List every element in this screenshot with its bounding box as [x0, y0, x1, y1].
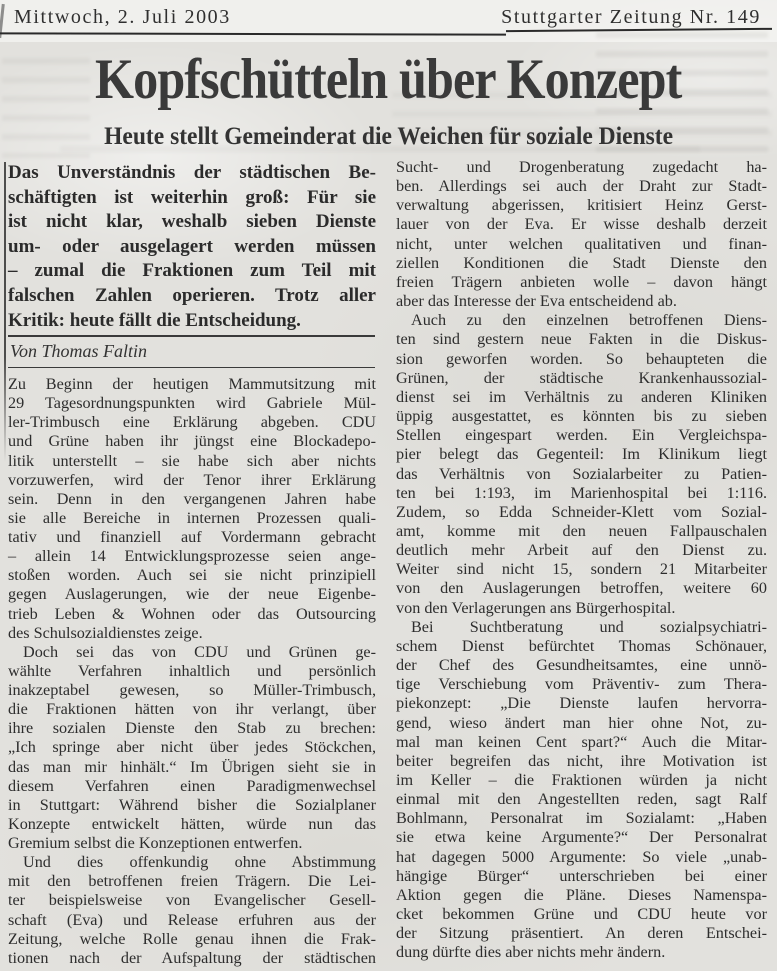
text-line: ist nicht klar, weshalb sieben Dienste — [8, 211, 376, 233]
text-line: tionen nach der Aufspaltung der städtischen — [8, 948, 376, 967]
text-line: schaft (Eva) und Release erfuhren aus der — [8, 910, 376, 929]
text-line: Stellen eingespart werden. Ein Vergleichspa- — [396, 426, 767, 445]
text-line: das Verhältnis von Sozialarbeiter zu Patien- — [396, 464, 767, 483]
lead-paragraph — [8, 161, 376, 333]
text-line: um- oder ausgelagert werden müssen — [8, 235, 376, 257]
scan-edge-artifact — [4, 162, 6, 462]
text-line: von den Verlagerungen ans Bürgerhospital. — [396, 598, 676, 617]
text-line: sie etwa keine Argumente?“ Der Personalrat — [396, 828, 767, 847]
article-subhead — [0, 121, 777, 153]
text-line: – zumal die Fraktionen zum Teil mit — [8, 260, 376, 282]
text-line: falschen Zahlen operieren. Trotz aller — [8, 284, 376, 306]
text-line: 29 Tagesordnungspunkten wird Gabriele Mül- — [8, 394, 376, 413]
text-line: und Grüne haben ihr jüngst eine Blockadepo- — [8, 432, 376, 451]
text-line: mit den betroffenen freien Trägern. Die Lei- — [8, 872, 376, 891]
paper-name-issue-number: Stuttgarter Zeitung Nr. 149 — [501, 6, 761, 28]
text-line: der Sitzung präsentiert. An deren Entschei- — [396, 924, 767, 943]
subhead-text: Heute stellt Gemeinderat die Weichen für soziale Dienste — [104, 123, 673, 150]
text-line: tativ und finanziell auf Vordermann gebracht — [8, 528, 376, 546]
text-line: hat dagegen 5000 Argumente: So viele „unab- — [396, 847, 767, 866]
text-line: deutlich mehr Arbeit auf den Dienst zu. — [396, 541, 767, 560]
text-line: Bohlmann, Personalrat im Sozialamt: „Haben — [396, 809, 767, 828]
text-line: stoßen worden. Auch sei sie nicht prinzipiell — [8, 566, 376, 585]
text-line: Sucht- und Drogenberatung zugedacht ha- — [396, 158, 767, 176]
text-line: aber das Interesse der Eva entscheidend ab. — [396, 292, 677, 311]
text-line: das man mir hinhält.“ Im Übrigen sieht sie in — [8, 757, 376, 776]
text-line: gegen Auslagerungen, wie der neue Eigenbe- — [8, 585, 376, 604]
text-line: wählte Verfahren inhaltlich und persönlich — [8, 661, 376, 680]
text-line: pier belegt das Gegenteil: Im Klinikum liegt — [396, 445, 767, 464]
byline: Von Thomas Faltin — [10, 340, 148, 361]
text-line: sie alle Bereiche in internen Prozessen quali- — [8, 508, 376, 527]
text-line: lauer von der Eva. Er wisse deshalb derzeit — [396, 215, 767, 234]
text-line: der Chef des Gesundheitsamtes, eine unnö- — [396, 656, 767, 675]
text-line: „Ich springe aber nicht über jedes Stöckchen, — [8, 738, 376, 757]
text-line: ziellen Konditionen die Stadt Dienste den — [396, 253, 767, 272]
text-line: ten bei 1:193, im Marienhospital bei 1:116. — [396, 483, 767, 502]
article-left-column — [8, 375, 376, 968]
text-line: Zeitung, welche Rolle genau ihnen die Frak- — [8, 929, 376, 948]
text-line: üppig ausgestattet, es könnten bis zu sieben — [396, 407, 767, 426]
text-line: dienst sei im Verhältnis zu anderen Kliniken — [396, 387, 767, 406]
text-line: piekonzept: „Die Dienste laufen hervorra- — [396, 694, 767, 713]
text-line: trieb Leben & Wohnen oder das Outsourcing — [8, 604, 376, 623]
text-line: inakzeptabel gewesen, so Müller-Trimbusch, — [8, 681, 376, 699]
text-line: ten sind gestern neue Fakten in die Diskus- — [396, 330, 767, 349]
text-line: im Keller – die Fraktionen würden ja nicht — [396, 771, 767, 789]
text-line: freien Trägern anbieten wolle – davon hängt — [396, 272, 767, 291]
text-line: in Stuttgart: Während bisher die Sozialplaner — [8, 795, 376, 814]
text-line: diesem Verfahren einen Paradigmenwechsel — [8, 776, 376, 795]
text-line: verwaltung abgerissen, kritisiert Heinz Gerst- — [396, 196, 767, 215]
text-line: schem Dienst befürchtet Thomas Schönauer, — [396, 636, 767, 655]
text-line: tige Verschiebung vom Präventiv- zum Thera- — [396, 675, 767, 694]
text-line: Auch zu den einzelnen betroffenen Diens- — [411, 311, 767, 330]
text-line: ihre sozialen Dienste den Stab zu brechen: — [8, 719, 376, 738]
headline-text: Kopfschütteln über Konzept — [95, 48, 682, 111]
text-line: amt, komme mit den neuen Fallpauschalen — [396, 521, 767, 540]
text-line: schäftigten ist weiterhin groß: Für sie — [8, 186, 376, 208]
text-line: Kritik: heute fällt die Entscheidung. — [8, 309, 301, 331]
text-line: mal man keinen Cent spart?“ Auch die Mitar- — [396, 732, 767, 751]
byline-block — [8, 335, 375, 368]
text-line: sion geworfen worden. So behaupteten die — [396, 349, 767, 368]
text-line: nicht, unter welchen qualitativen und finan- — [396, 234, 767, 253]
text-line: Gremium selbst die Konzeptionen entwerfen. — [8, 834, 303, 852]
text-line: Und dies offenkundig ohne Abstimmung — [23, 853, 376, 872]
text-line: cket bekommen Grüne und CDU heute vor — [396, 905, 767, 924]
text-line: Bei Suchtberatung und sozialpsychiatri- — [411, 617, 767, 636]
text-line: Doch sei das von CDU und Grünen ge- — [23, 642, 376, 661]
text-line: Zu Beginn der heutigen Mammutsitzung mit — [8, 375, 376, 393]
text-line: Grünen, der städtische Krankenhaussozial- — [396, 368, 767, 387]
text-line: gend, wieso ändert man hier ohne Not, zu- — [396, 713, 767, 732]
byline-rule-bottom — [8, 367, 375, 369]
text-line: des Schulsozialdienstes zeige. — [8, 623, 203, 642]
text-line: Das Unverständnis der städtischen Be- — [8, 162, 376, 183]
text-line: Konzepte entwickelt hätten, würde nun das — [8, 814, 376, 833]
text-line: die Fraktionen hätten von ihr verlangt, über — [8, 700, 376, 719]
masthead — [14, 6, 761, 29]
text-line: dung dürfte dies aber nichts mehr ändern. — [396, 943, 666, 962]
article-headline — [0, 50, 777, 110]
text-line: – allein 14 Entwicklungsprozesse seien ange- — [8, 547, 376, 566]
text-line: vorzuwerfen, wird der Tenor ihrer Erklärung — [8, 470, 376, 489]
text-line: litik unterstellt – sie habe sich aber nichts — [8, 451, 376, 470]
text-line: beiter begreifen das nicht, ihre Motivation ist — [396, 751, 767, 770]
text-line: hängige Bürger“ unterschrieben bei einer — [396, 866, 767, 885]
text-line: ler-Trimbusch eine Erklärung abgeben. CDU — [8, 413, 376, 432]
article-right-column — [396, 158, 767, 963]
text-line: ben. Allerdings sei auch der Draht zur Stadt- — [396, 177, 767, 196]
text-line: ter beispielsweise von Evangelischer Gesell- — [8, 891, 376, 910]
text-line: sein. Denn in den vergangenen Jahren habe — [8, 489, 376, 508]
text-line: Zudem, so Edda Schneider-Klett vom Sozial- — [396, 502, 767, 521]
issue-date: Mittwoch, 2. Juli 2003 — [14, 6, 231, 28]
text-line: von den Auslagerungen betroffen, weitere 60 — [396, 579, 767, 598]
text-line: Weiter sind nicht 15, sondern 21 Mitarbeiter — [396, 560, 767, 579]
text-line: Aktion gegen die Pläne. Dieses Namenspa- — [396, 885, 767, 904]
text-line: einmal mit den Angestellten reden, sagt Ralf — [396, 790, 767, 809]
